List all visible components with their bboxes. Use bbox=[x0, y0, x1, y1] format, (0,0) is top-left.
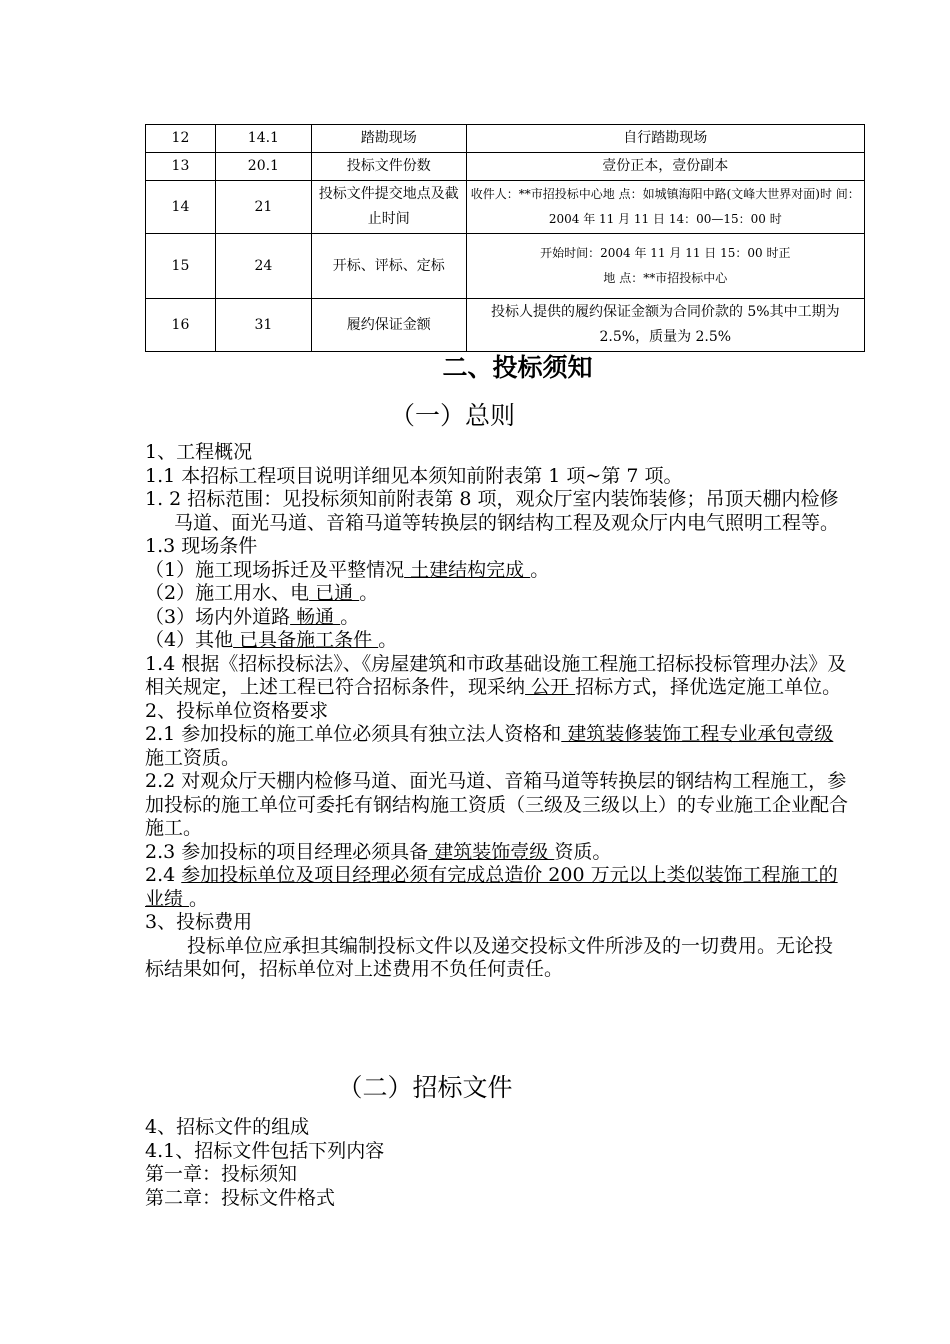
site-condition-2 bbox=[145, 582, 850, 606]
item-content bbox=[466, 234, 864, 299]
condition-value: 土建结构完成 bbox=[404, 558, 531, 581]
clause-2-2: 2.2 对观众厅天棚内检修马道、面光马道、音箱马道等转换层的钢结构工程施工，参加投标的施工单位可委托有钢结构施工资质（三级及三级以上）的专业施工企业配合施工。 bbox=[145, 770, 849, 839]
condition-value: 已通 bbox=[309, 582, 360, 604]
condition-label: （2）施工用水、电 bbox=[145, 582, 310, 604]
content-line: 地 点：**市招投标中心 bbox=[603, 271, 728, 285]
table-row bbox=[146, 181, 865, 234]
condition-value: 畅通 bbox=[290, 605, 341, 628]
clause-text: 2.4 bbox=[145, 864, 182, 886]
item-content: 壹份正本，壹份副本 bbox=[466, 153, 864, 181]
row-number: 15 bbox=[146, 234, 216, 299]
clause-4: 4、招标文件的组成 bbox=[145, 1116, 310, 1138]
punct: 。 bbox=[530, 558, 550, 581]
table-row bbox=[146, 125, 865, 153]
site-condition-3 bbox=[145, 606, 850, 630]
clause-number: 24 bbox=[215, 234, 311, 299]
table-row bbox=[146, 299, 865, 352]
front-table bbox=[145, 124, 865, 352]
general-body bbox=[145, 441, 850, 982]
item-content: 收件人：**市招投标中心地 点：如城镇海阳中路(文峰大世界对面)时 间：2004 年 11 月 11 日 14：00—15：00 时 bbox=[466, 181, 864, 234]
clause-number: 21 bbox=[215, 181, 311, 234]
condition-label: （1）施工现场拆迁及平整情况 bbox=[145, 558, 405, 581]
clause-1-3: 1.3 现场条件 bbox=[145, 535, 258, 557]
clause-text: 资质。 bbox=[554, 840, 612, 863]
clause-value: 建筑装饰壹级 bbox=[428, 840, 555, 863]
table-row bbox=[146, 234, 865, 299]
site-condition-4 bbox=[145, 629, 850, 653]
site-condition-1 bbox=[145, 559, 850, 583]
clause-2-4 bbox=[145, 864, 850, 911]
clause-1-1: 1.1 本招标工程项目说明详细见本须知前附表第 1 项~第 7 项。 bbox=[145, 464, 683, 487]
item-name: 投标文件份数 bbox=[311, 153, 466, 181]
item-content: 投标人提供的履约保证金额为合同价款的 5%其中工期为 2.5%，质量为 2.5% bbox=[466, 299, 864, 352]
row-number: 12 bbox=[146, 125, 216, 153]
condition-value: 已具备施工条件 bbox=[233, 629, 379, 651]
clause-value: 参加投标单位及项目经理必须有完成总造价 200 万元以上类似装饰工程施工的业绩 bbox=[145, 864, 838, 910]
content-line: 开始时间：2004 年 11 月 11 日 15：00 时正 bbox=[540, 246, 791, 260]
clause-4-1: 4.1、招标文件包括下列内容 bbox=[145, 1139, 385, 1162]
item-name: 开标、评标、定标 bbox=[311, 234, 466, 299]
clause-2-3 bbox=[145, 841, 850, 865]
section-heading-general: （一）总则 bbox=[389, 401, 515, 430]
clause-value: 建筑装修装饰工程专业承包壹级 bbox=[561, 723, 834, 745]
condition-label: （3）场内外道路 bbox=[145, 605, 291, 628]
clause-3-text: 投标单位应承担其编制投标文件以及递交投标文件所涉及的一切费用。无论投标结果如何，招标单位对上述费用不负任何责任。 bbox=[145, 934, 834, 980]
tender-docs-body bbox=[145, 1116, 850, 1210]
condition-label: （4）其他 bbox=[145, 629, 234, 651]
clause-text: 。 bbox=[189, 887, 209, 910]
clause-value: 公开 bbox=[525, 676, 576, 698]
item-name: 踏勘现场 bbox=[311, 125, 466, 153]
clause-text: 2.1 参加投标的施工单位必须具有独立法人资格和 bbox=[145, 723, 562, 745]
clause-2-1 bbox=[145, 723, 850, 770]
chapter-1: 第一章：投标须知 bbox=[145, 1163, 298, 1185]
clause-number: 14.1 bbox=[215, 125, 311, 153]
item-content: 自行踏勘现场 bbox=[466, 125, 864, 153]
clause-text: 施工资质。 bbox=[145, 746, 241, 769]
chapter-2: 第二章：投标文件格式 bbox=[145, 1186, 336, 1209]
row-number: 16 bbox=[146, 299, 216, 352]
section-heading-part2: 二、投标须知 bbox=[442, 353, 593, 382]
row-number: 14 bbox=[146, 181, 216, 234]
table-row bbox=[146, 153, 865, 181]
clause-text: 1.4 根据《招标投标法》、《房屋建筑和市政基础设施工程施工招标投标管理办法》及相关规定，上述工程已符合招标条件，现采纳 bbox=[145, 652, 847, 698]
section-heading-tender-docs: （二）招标文件 bbox=[337, 1073, 513, 1102]
clause-1-2: 1. 2 招标范围：见投标须知前附表第 8 项，观众厅室内装饰装修；吊顶天棚内检修马道、面光马道、音箱马道等转换层的钢结构工程及观众厅内电气照明工程等。 bbox=[145, 488, 840, 534]
clause-text: 2.3 参加投标的项目经理必须具备 bbox=[145, 840, 429, 863]
punct: 。 bbox=[378, 629, 398, 651]
clause-2: 2、投标单位资格要求 bbox=[145, 699, 329, 722]
clause-1-4 bbox=[145, 653, 850, 700]
clause-number: 20.1 bbox=[215, 153, 311, 181]
row-number: 13 bbox=[146, 153, 216, 181]
clause-text: 招标方式，择优选定施工单位。 bbox=[575, 676, 842, 698]
punct: 。 bbox=[340, 605, 360, 628]
clause-1: 1、工程概况 bbox=[145, 441, 253, 463]
punct: 。 bbox=[359, 582, 379, 604]
clause-3: 3、投标费用 bbox=[145, 911, 253, 933]
clause-number: 31 bbox=[215, 299, 311, 352]
item-name: 履约保证金额 bbox=[311, 299, 466, 352]
item-name: 投标文件提交地点及截止时间 bbox=[311, 181, 466, 234]
